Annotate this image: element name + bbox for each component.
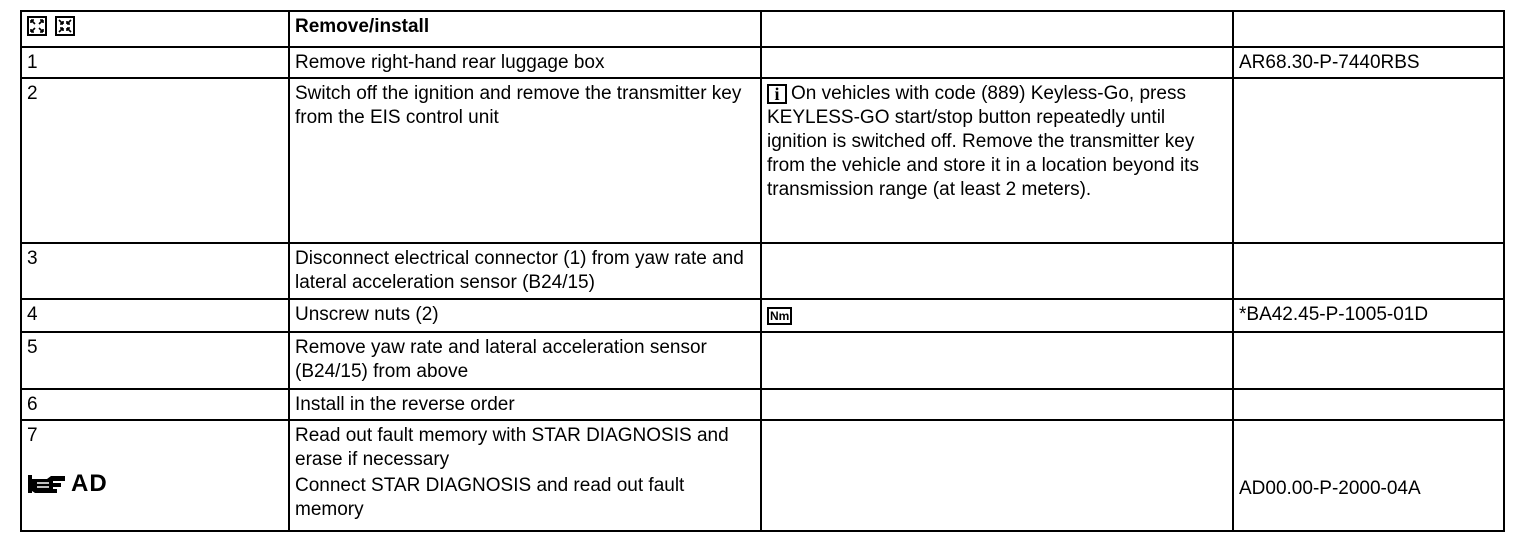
procedure-table bbox=[20, 10, 1505, 532]
header-note-cell bbox=[761, 11, 1233, 47]
pointing-hand-icon bbox=[27, 472, 67, 496]
sub-step-text: Connect STAR DIAGNOSIS and read out fault memory bbox=[295, 475, 685, 520]
step-note bbox=[761, 420, 1233, 531]
step-text: Read out fault memory with STAR DIAGNOSIS and erase if necessary bbox=[295, 425, 729, 470]
step-text: Remove yaw rate and lateral acceleration sensor (B24/15) from above bbox=[289, 332, 761, 389]
step-text: Install in the reverse order bbox=[289, 389, 761, 420]
step-text: Remove right-hand rear luggage box bbox=[289, 47, 761, 78]
step-reference bbox=[1233, 243, 1504, 299]
step-text: Switch off the ignition and remove the transmitter key from the EIS control unit bbox=[289, 78, 761, 243]
step-reference[interactable]: *BA42.45-P-1005-01D bbox=[1233, 299, 1504, 332]
step-number: 7 bbox=[27, 425, 38, 446]
header-ref-cell bbox=[1233, 11, 1504, 47]
ad-label: AD bbox=[71, 470, 108, 497]
step-note bbox=[761, 389, 1233, 420]
table-row bbox=[21, 78, 1504, 243]
header-title: Remove/install bbox=[289, 11, 761, 47]
step-note bbox=[761, 299, 1233, 332]
step-reference-text[interactable]: AD00.00-P-2000-04A bbox=[1239, 478, 1421, 499]
step-text: Disconnect electrical connector (1) from yaw rate and lateral acceleration sensor (B24/15) bbox=[289, 243, 761, 299]
step-note bbox=[761, 47, 1233, 78]
step-reference bbox=[1233, 332, 1504, 389]
step-number: 5 bbox=[21, 332, 289, 389]
step-number: 3 bbox=[21, 243, 289, 299]
step-number: 4 bbox=[21, 299, 289, 332]
step-text: Unscrew nuts (2) bbox=[289, 299, 761, 332]
step-text-cell bbox=[289, 420, 761, 531]
step-reference[interactable] bbox=[1233, 420, 1504, 531]
table-row bbox=[21, 389, 1504, 420]
header-icons-cell bbox=[21, 11, 289, 47]
expand-icon[interactable] bbox=[27, 16, 47, 36]
ad-marker bbox=[27, 472, 283, 496]
step-note bbox=[761, 243, 1233, 299]
collapse-icon[interactable] bbox=[55, 16, 75, 36]
table-row bbox=[21, 299, 1504, 332]
step-reference bbox=[1233, 78, 1504, 243]
step-number-cell bbox=[21, 420, 289, 531]
table-row bbox=[21, 47, 1504, 78]
step-note bbox=[761, 332, 1233, 389]
step-reference[interactable]: AR68.30-P-7440RBS bbox=[1233, 47, 1504, 78]
step-note bbox=[761, 78, 1233, 243]
info-icon: i bbox=[767, 84, 787, 104]
step-number: 6 bbox=[21, 389, 289, 420]
step-reference bbox=[1233, 389, 1504, 420]
step-number: 2 bbox=[21, 78, 289, 243]
table-row bbox=[21, 420, 1504, 531]
step-note-text: On vehicles with code (889) Keyless-Go, press KEYLESS-GO start/stop button repeatedly until ignition is switched off. Remove the transmitter key from the vehicle and store it in a location beyond its transmission range (at least 2 meters). bbox=[767, 83, 1199, 200]
table-row bbox=[21, 332, 1504, 389]
table-header-row bbox=[21, 11, 1504, 47]
table-row bbox=[21, 243, 1504, 299]
step-number: 1 bbox=[21, 47, 289, 78]
torque-nm-icon[interactable]: Nm bbox=[767, 307, 792, 325]
